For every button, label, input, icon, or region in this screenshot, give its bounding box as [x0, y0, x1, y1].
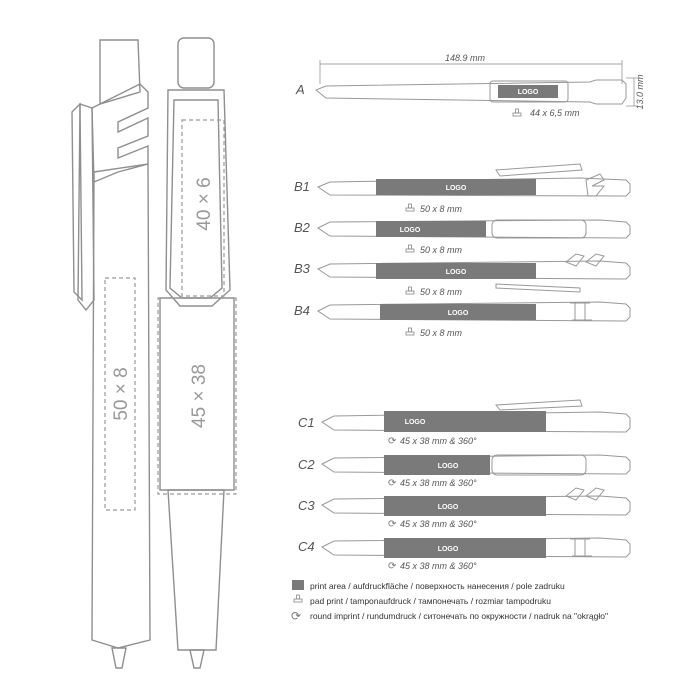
pad-print-stamp-icon	[294, 595, 302, 602]
pen-b2-print-area	[376, 221, 486, 237]
pad-print-stamp-icon	[406, 287, 414, 294]
legend	[291, 580, 608, 623]
round-imprint-icon: ⟳	[388, 519, 397, 530]
pen-b3	[294, 254, 630, 297]
large-pen-area-label: 50 × 8	[111, 367, 132, 421]
pen-c4-print-size: 45 x 38 mm & 360°	[400, 561, 477, 571]
pen-b2-label: B2	[294, 220, 310, 235]
pen-c3-print-area	[384, 496, 546, 516]
pen-b1-label: B1	[294, 179, 310, 194]
pen-b3-logo: LOGO	[445, 269, 467, 276]
pen-c1	[298, 400, 630, 447]
round-imprint-icon: ⟳	[388, 436, 397, 447]
round-imprint-icon: ⟳	[388, 561, 397, 572]
pen-a-height-label: 13.0 mm	[635, 74, 645, 110]
pad-print-stamp-icon	[406, 328, 414, 335]
pad-print-stamp-icon	[513, 109, 521, 116]
large-pen-clip-area-label: 40 × 6	[194, 177, 215, 231]
legend-round-imprint: round imprint / rundumdruck / ситонечать по окружности / nadruk na "okrągło"	[310, 611, 608, 621]
pen-c3-label: C3	[298, 498, 315, 513]
pen-b4-print-size: 50 x 8 mm	[420, 328, 463, 338]
pen-b3-label: B3	[294, 261, 310, 276]
pen-b2-logo: LOGO	[399, 227, 421, 234]
pen-c3-print-size: 45 x 38 mm & 360°	[400, 519, 477, 529]
pen-c2-label: C2	[298, 457, 315, 472]
pen-b4-label: B4	[294, 303, 310, 318]
pen-a-logo: LOGO	[517, 89, 539, 96]
pen-c3	[298, 488, 630, 530]
pen-b2-print-size: 50 x 8 mm	[420, 245, 463, 255]
large-pen-side-view	[72, 40, 150, 668]
pen-c1-logo: LOGO	[404, 419, 426, 426]
pen-c2-logo: LOGO	[437, 463, 459, 470]
pen-b1	[294, 164, 630, 214]
pen-a-label: A	[296, 82, 305, 97]
legend-print-area: print area / aufdruckfläche / поверхность нанесения / pole zadruku	[310, 581, 565, 591]
pen-a	[295, 53, 645, 118]
large-pen-barrel-area-label: 45 × 38	[189, 364, 210, 428]
pen-c4-print-area	[384, 538, 546, 558]
round-imprint-icon: ⟳	[388, 478, 397, 489]
pen-a-length-label: 148.9 mm	[444, 53, 486, 63]
pen-c4-label: C4	[298, 539, 315, 554]
pen-c4	[298, 538, 630, 572]
pad-print-stamp-icon	[406, 245, 414, 252]
print-area-swatch-icon	[292, 580, 304, 590]
pen-c2-print-size: 45 x 38 mm & 360°	[400, 478, 477, 488]
pen-b2	[294, 220, 630, 255]
pen-c2	[298, 455, 630, 489]
pen-b1-print-size: 50 x 8 mm	[420, 204, 463, 214]
pen-b4-logo: LOGO	[447, 310, 469, 317]
pen-c3-logo: LOGO	[437, 504, 459, 511]
pen-b3-print-size: 50 x 8 mm	[420, 287, 463, 297]
large-pen-front-view	[160, 38, 234, 668]
pen-b4	[294, 302, 630, 338]
pad-print-stamp-icon	[406, 204, 414, 211]
pen-c1-label: C1	[298, 415, 315, 430]
round-imprint-icon: ⟳	[291, 609, 302, 623]
pen-b1-logo: LOGO	[445, 185, 467, 192]
pen-c4-logo: LOGO	[437, 546, 459, 553]
pen-a-print-size: 44 x 6,5 mm	[530, 108, 580, 118]
pen-c1-print-size: 45 x 38 mm & 360°	[400, 436, 477, 446]
legend-pad-print: pad print / tamponaufdruck / тампонечать / rozmiar tampodruku	[310, 596, 551, 606]
